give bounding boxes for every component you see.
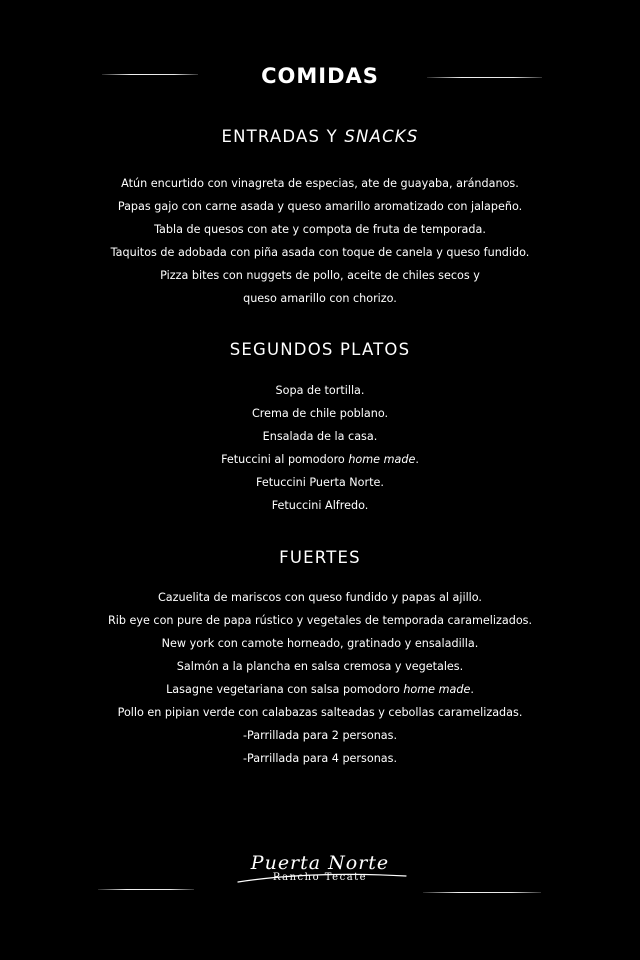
- section-title-text: SEGUNDOS PLATOS: [229, 340, 411, 359]
- menu-item: [0, 448, 640, 471]
- menu-item-text: Fetuccini al pomodoro: [221, 453, 349, 466]
- divider-line: [427, 77, 542, 78]
- menu-item: Salmón a la plancha en salsa cremosa y vegetales.: [176, 660, 464, 673]
- menu-item: Crema de chile poblano.: [251, 407, 389, 420]
- menu-item: Tabla de quesos con ate y compota de fruta de temporada.: [154, 223, 486, 236]
- page-title: COMIDAS: [261, 64, 379, 88]
- menu-item: Pollo en pipian verde con calabazas salteadas y cebollas caramelizadas.: [117, 706, 523, 719]
- menu-item: Pizza bites con nuggets de pollo, aceite de chiles secos y: [160, 269, 480, 282]
- section-title-emphasis: SNACKS: [344, 127, 419, 146]
- menu-item-emphasis: home made: [348, 453, 416, 466]
- menu-item: -Parrillada para 4 personas.: [242, 752, 398, 765]
- menu-item: Fetuccini Puerta Norte.: [256, 476, 384, 489]
- menu-item-emphasis: home made: [403, 683, 471, 696]
- menu-item: -Parrillada para 2 personas.: [242, 729, 398, 742]
- section-list-entradas: [0, 172, 640, 310]
- menu-item: Atún encurtido con vinagreta de especias, ate de guayaba, arándanos.: [121, 177, 519, 190]
- menu-item: Sopa de tortilla.: [275, 384, 365, 397]
- section-title-text: ENTRADAS Y: [221, 127, 345, 146]
- divider-line: [423, 892, 541, 893]
- logo-subtitle: Rancho Tecate: [272, 872, 368, 883]
- menu-item: [0, 678, 640, 701]
- section-list-fuertes: [0, 586, 640, 770]
- menu-item-suffix: .: [470, 683, 474, 696]
- section-title-fuertes: [0, 547, 640, 569]
- brand-logo: [220, 850, 420, 900]
- menu-item: New york con camote horneado, gratinado y ensaladilla.: [161, 637, 479, 650]
- menu-item: Rib eye con pure de papa rústico y vegetales de temporada caramelizados.: [107, 614, 533, 627]
- menu-item: Papas gajo con carne asada y queso amarillo aromatizado con jalapeño.: [117, 200, 523, 213]
- logo-swash-icon: [230, 870, 410, 884]
- menu-item-suffix: .: [415, 453, 419, 466]
- logo-script-text: Puerta Norte: [250, 852, 390, 874]
- divider-line: [98, 889, 194, 890]
- menu-item: Fetuccini Alfredo.: [271, 499, 369, 512]
- section-title-segundos: [0, 339, 640, 361]
- menu-item: queso amarillo con chorizo.: [243, 292, 397, 305]
- section-title-text: FUERTES: [279, 548, 361, 567]
- menu-item: Taquitos de adobada con piña asada con toque de canela y queso fundido.: [110, 246, 530, 259]
- section-list-segundos: [0, 379, 640, 517]
- menu-item: Cazuelita de mariscos con queso fundido y papas al ajillo.: [157, 591, 482, 604]
- section-title-entradas: [0, 126, 640, 148]
- menu-item-text: Lasagne vegetariana con salsa pomodoro: [166, 683, 404, 696]
- menu-item: Ensalada de la casa.: [262, 430, 378, 443]
